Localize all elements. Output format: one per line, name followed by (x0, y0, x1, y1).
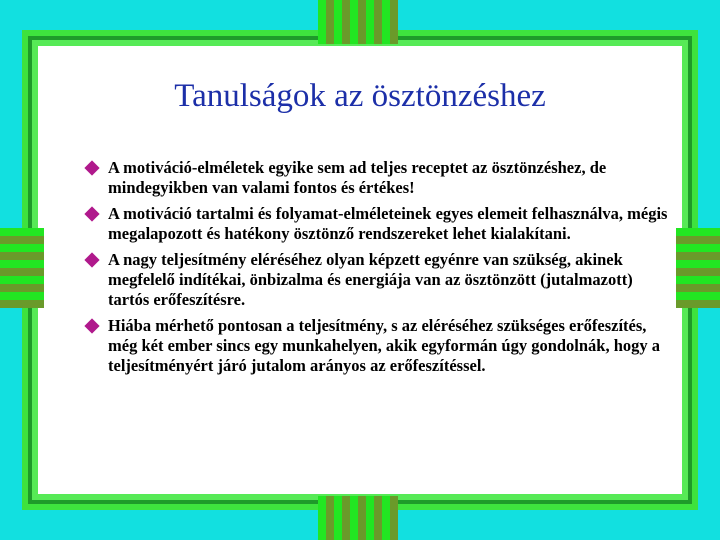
decor-bar (676, 260, 720, 268)
decor-bar (350, 0, 358, 44)
decor-bar (374, 496, 382, 540)
decor-bar (0, 252, 44, 260)
bullet-text: Hiába mérhető pontosan a teljesítmény, s az eléréséhez szükséges erőfeszítés, még két ember sincs egy munkahelyen, akik egyformán úgy gondolnák, hogy a teljesítményért járó jutalom arányos az erőfeszítéssel. (108, 316, 661, 375)
decor-bar (358, 496, 366, 540)
decor-bar (358, 0, 366, 44)
bullet-item (88, 158, 668, 198)
decor-bar (0, 268, 44, 276)
decor-bar (676, 244, 720, 252)
bullet-item (88, 250, 668, 310)
decor-bar (0, 284, 44, 292)
bullet-item (88, 316, 668, 376)
slide-title: Tanulságok az ösztönzéshez (174, 78, 546, 114)
decor-bar (0, 236, 44, 244)
decor-bar (326, 496, 334, 540)
decor-bar (676, 300, 720, 308)
decor-bar (342, 0, 350, 44)
decor-bar (0, 276, 44, 284)
decor-bar (676, 284, 720, 292)
decor-bar (334, 496, 342, 540)
decor-bar (350, 496, 358, 540)
decor-bar (0, 228, 44, 236)
decor-bar (366, 496, 374, 540)
bullet-list (88, 158, 668, 382)
decor-bar (326, 0, 334, 44)
decor-bar (676, 276, 720, 284)
decor-bar (342, 496, 350, 540)
bullet-item (88, 204, 668, 244)
bullet-text: A motiváció-elméletek egyike sem ad teljes receptet az ösztönzéshez, de mindegyikben van valami fontos és értékes! (108, 158, 607, 197)
decor-bar (318, 0, 326, 44)
decor-bar (366, 0, 374, 44)
decor-bar (676, 236, 720, 244)
decor-bar (390, 0, 398, 44)
decor-bar (390, 496, 398, 540)
decor-bar (334, 0, 342, 44)
decor-bar (0, 260, 44, 268)
decor-bar (676, 268, 720, 276)
decor-bar (676, 228, 720, 236)
decor-bar (374, 0, 382, 44)
decor-bar (0, 292, 44, 300)
decor-bar (382, 0, 390, 44)
decor-bar (382, 496, 390, 540)
decor-bar (0, 300, 44, 308)
bullet-text: A motiváció tartalmi és folyamat-elméleteinek egyes elemeit felhasználva, mégis megalapozott és hatékony ösztönző rendszereket lehet kialakítani. (108, 204, 668, 243)
decor-bar (0, 244, 44, 252)
decor-bar (676, 292, 720, 300)
decor-bar (676, 252, 720, 260)
decor-bar (318, 496, 326, 540)
bullet-text: A nagy teljesítmény eléréséhez olyan képzett egyénre van szükség, akinek megfelelő indítékai, önbizalma és energiája van az ösztönzött (jutalmazott) tartós erőfeszítésre. (108, 250, 633, 309)
